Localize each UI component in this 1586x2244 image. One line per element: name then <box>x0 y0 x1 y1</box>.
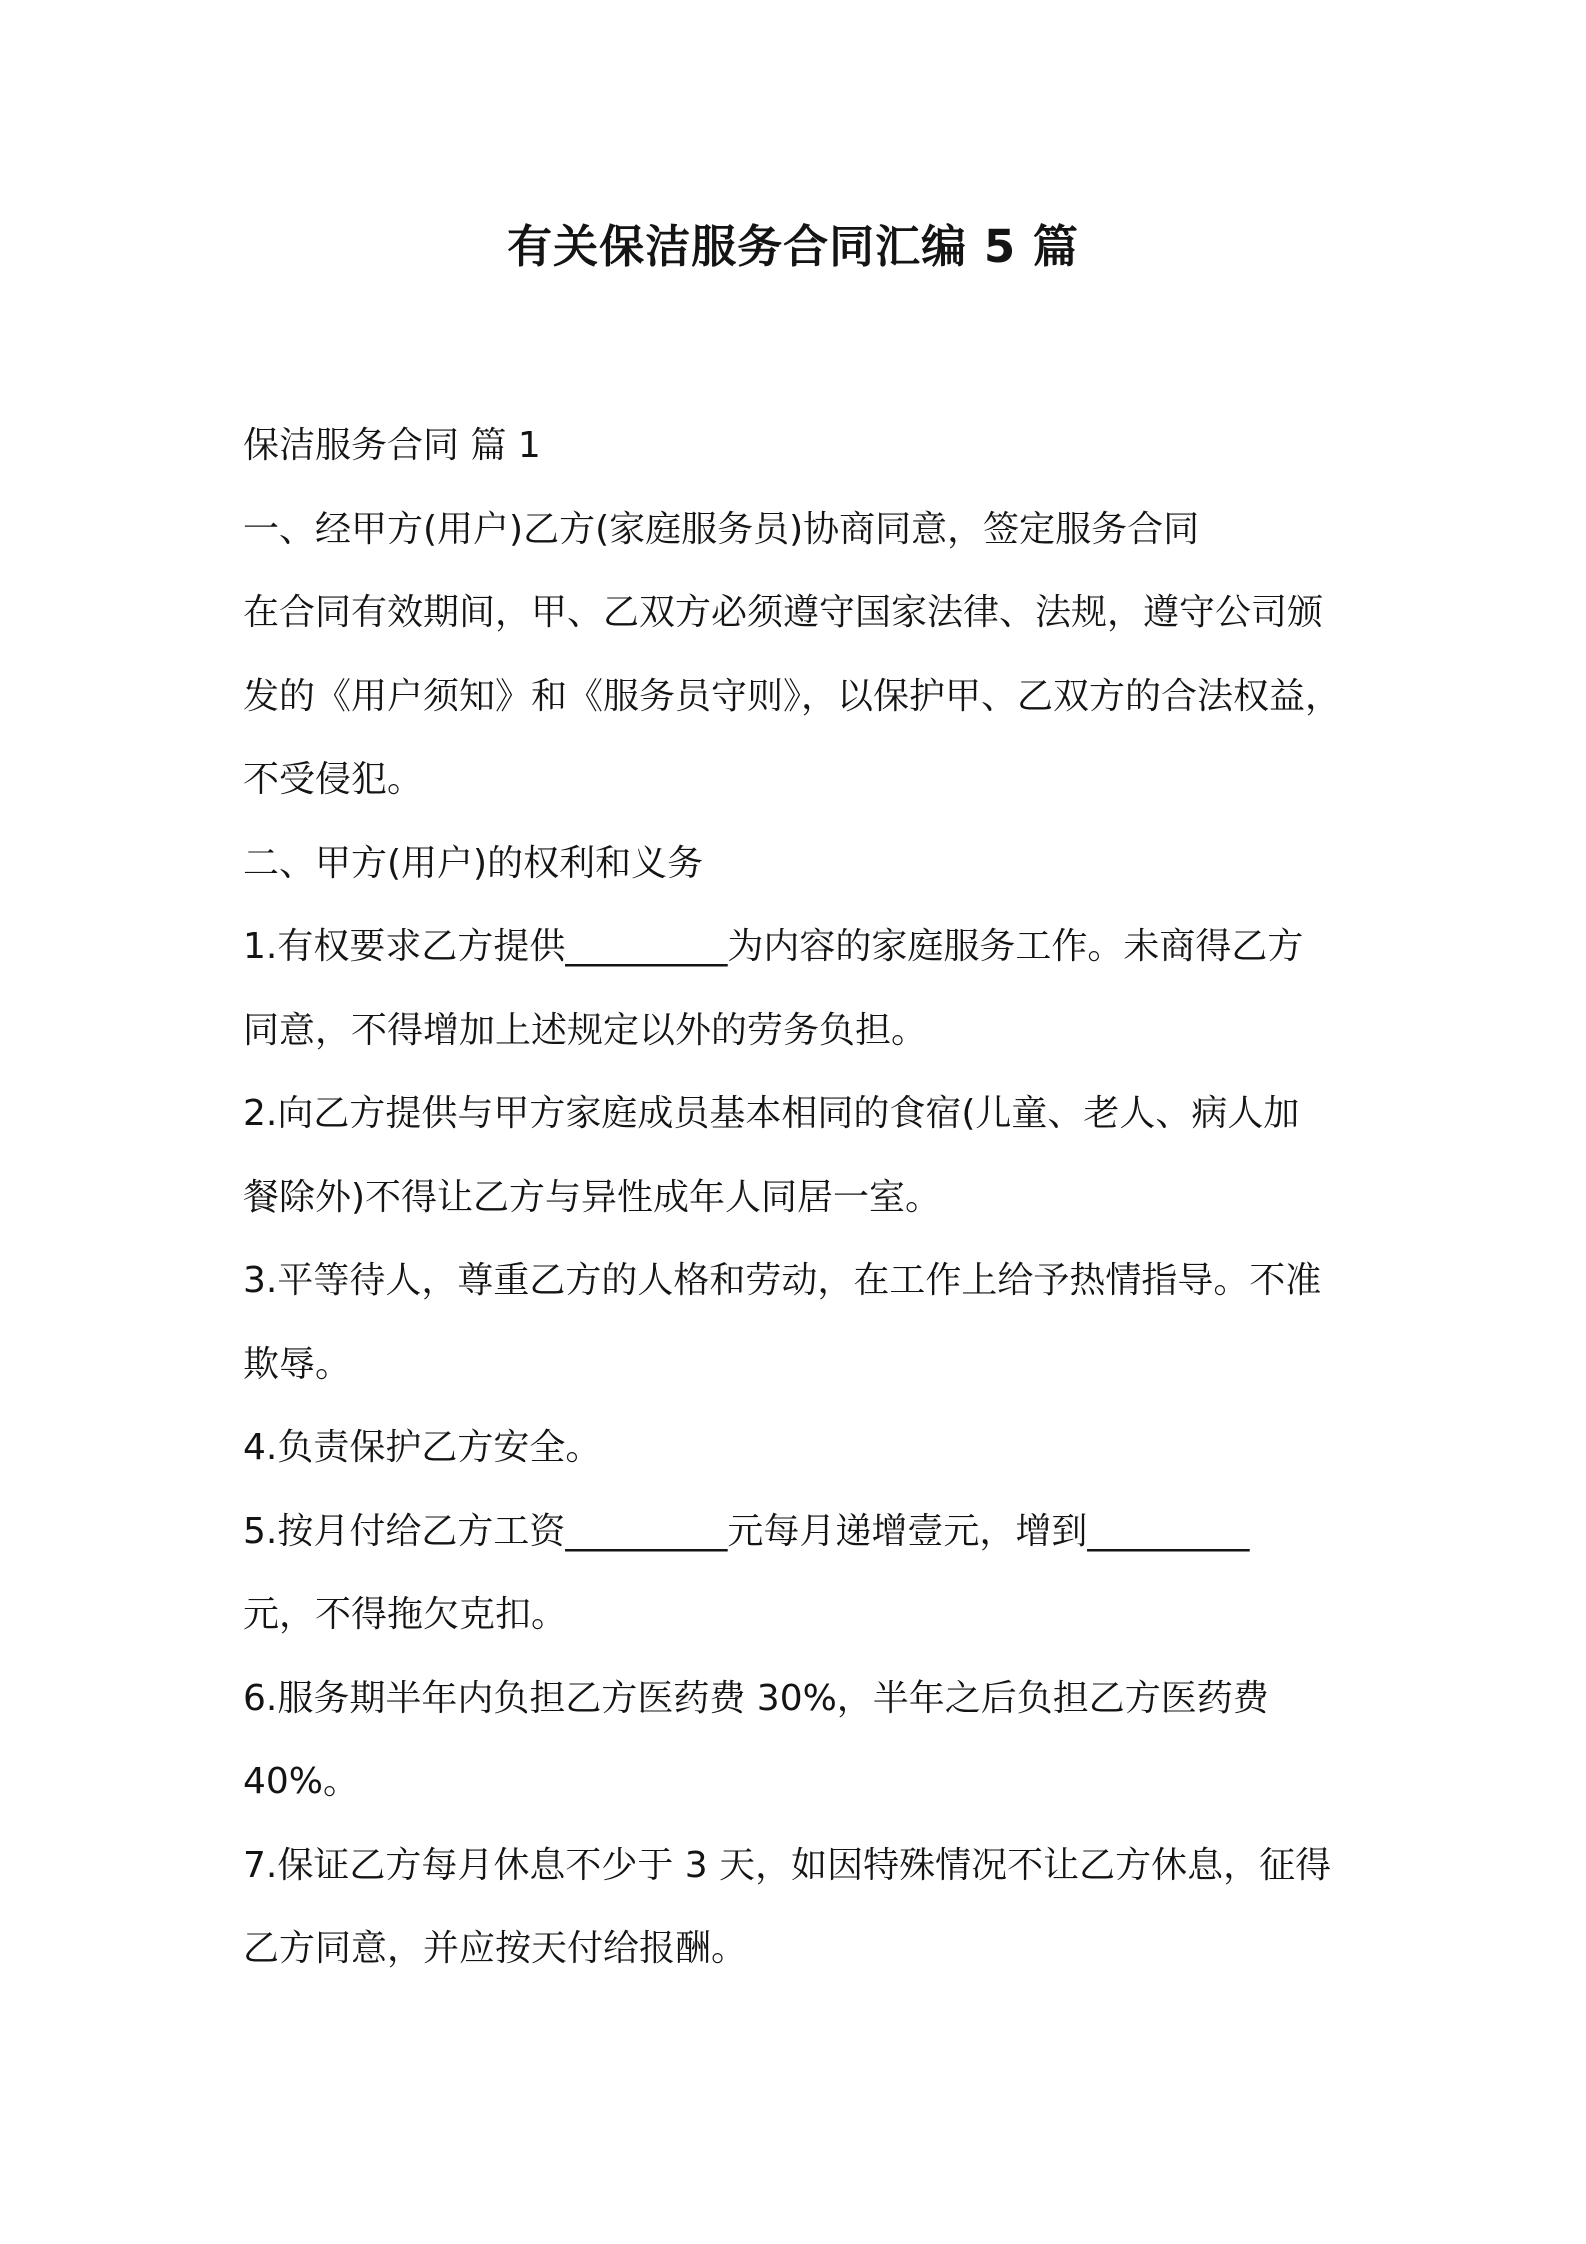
list-item <box>243 1239 1363 1406</box>
text-line: 5.按月付给乙方工资_________元每月递增壹元，增到_________ <box>243 1510 1250 1552</box>
text-line: 6.服务期半年内负担乙方医药费 30%，半年之后负担乙方医药费 <box>243 1677 1269 1719</box>
list-item <box>243 905 1363 1072</box>
text-line: 发的《用户须知》和《服务员守则》，以保护甲、乙双方的合法权益， <box>243 675 1342 717</box>
list-item <box>243 1406 1363 1490</box>
text-line: 3.平等待人，尊重乙方的人格和劳动，在工作上给予热情指导。不准 <box>243 1260 1322 1301</box>
text-line: 在合同有效期间，甲、乙双方必须遵守国家法律、法规，遵守公司颁 <box>243 592 1324 633</box>
text-line: 7.保证乙方每月休息不少于 3 天，如因特殊情况不让乙方休息，征得 <box>243 1844 1332 1886</box>
text-line: 40%。 <box>243 1761 360 1802</box>
clause-two-heading <box>243 822 1363 906</box>
text-line: 欺辱。 <box>243 1343 352 1385</box>
section-heading <box>243 404 1363 488</box>
clause-one <box>243 488 1363 572</box>
text-line: 元，不得拖欠克扣。 <box>243 1594 568 1635</box>
text-line: 1.有权要求乙方提供_________为内容的家庭服务工作。未商得乙方 <box>243 926 1304 967</box>
text-line: 乙方同意，并应按天付给报酬。 <box>243 1928 748 1969</box>
text-line: 不受侵犯。 <box>243 759 424 800</box>
paragraph <box>243 571 1363 822</box>
document-body <box>243 404 1363 1991</box>
list-item <box>243 1824 1363 1991</box>
text-line: 同意，不得增加上述规定以外的劳务负担。 <box>243 1009 928 1051</box>
text-line: 二、甲方(用户)的权利和义务 <box>243 842 704 884</box>
list-item <box>243 1657 1363 1824</box>
document-title: 有关保洁服务合同汇编 5 篇 <box>507 220 1079 273</box>
text-line: 保洁服务合同 篇 1 <box>243 425 541 466</box>
text-line: 4.负责保护乙方安全。 <box>243 1427 602 1468</box>
text-line: 一、经甲方(用户)乙方(家庭服务员)协商同意，签定服务合同 <box>243 508 1200 550</box>
list-item <box>243 1490 1363 1657</box>
list-item <box>243 1072 1363 1239</box>
text-line: 餐除外)不得让乙方与异性成年人同居一室。 <box>243 1176 942 1218</box>
text-line: 2.向乙方提供与甲方家庭成员基本相同的食宿(儿童、老人、病人加 <box>243 1093 1300 1134</box>
